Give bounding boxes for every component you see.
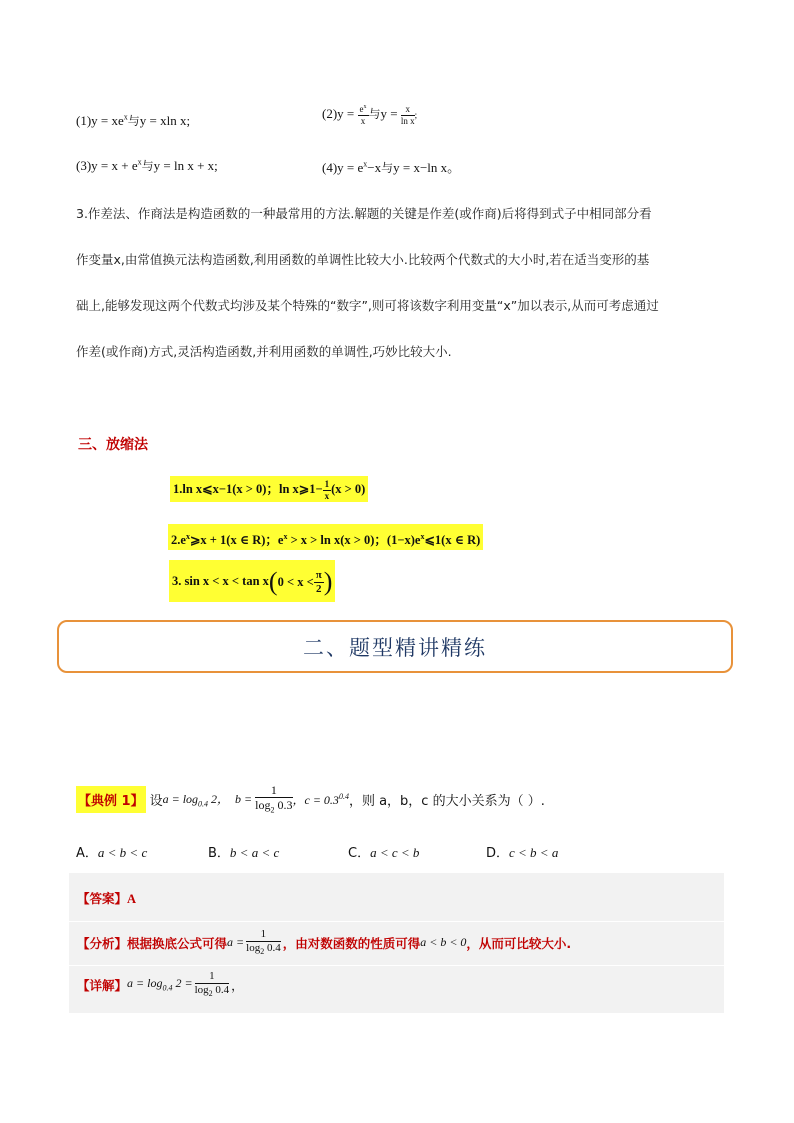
section-banner: 二、题型精讲精练 (57, 620, 733, 673)
option-d: D．c < b < a (486, 845, 559, 861)
para3-line-4: 作差(或作商)方式,灵活构造函数,并利用函数的单调性,巧妙比较大小. (76, 344, 452, 359)
para3-line-2: 作变量x,由常值换元法构造函数,利用函数的单调性比较大小.比较两个代数式的大小时,若在适当变形的基 (76, 252, 650, 267)
example-question: 【典例 1】 设 $a = \log_{0.4} 2$， b = $\frac{1}{\log_2 0.3}$ ，$c = 0.3^{0.4}$ ，则 a，b，c 的大小关系为（ ）. (78, 783, 545, 815)
pair-2: (2)y = $\frac{e^x}{x}$ 与y = $\frac{x}{\text{ln x}}$ ; (322, 103, 418, 126)
answer-panel (69, 873, 724, 1013)
para3-line-1: 3.作差法、作商法是构造函数的一种最常用的方法.解题的关键是作差(或作商)后将得到式子中相同部分看 (76, 206, 652, 221)
divider (69, 965, 724, 966)
pair-3: $(3)y = x + e^x$与y = ln x + x; (76, 157, 218, 173)
fraction: $\frac{e^x}{x}$ (359, 104, 367, 126)
pair-4: $(4)y = e^x-x$与y = x−ln x。 (322, 159, 461, 175)
pair-1: $(1)y = xe^x$与y = xln x; (76, 112, 191, 128)
section-title: 三、放缩法 (78, 437, 148, 453)
divider (69, 921, 724, 922)
option-a: A．a < b < c (76, 845, 148, 861)
answer-line: 【答案】A (77, 891, 137, 906)
option-c: C．a < c < b (348, 845, 420, 861)
detail-line: 【详解】 $a = \log_{0.4} 2$ = $\frac{1}{\log_2 0.4}$ ， (77, 970, 244, 999)
para3-line-3: 础上,能够发现这两个代数式均涉及某个特殊的“数字”,则可将该数字利用变量“x”加以表示,从而可考虑通过 (76, 298, 659, 313)
inequality-3: 3. sin x < x < tan x(0 < x < $\frac{\pi}{2}$ ) (169, 560, 335, 602)
example-tag: 【典例 1】 (76, 786, 146, 813)
b-fraction: $\frac{1}{\log_2 0.3}$ (255, 783, 293, 815)
inequality-1: 1.ln x⩽x−1(x > 0)；ln x⩾1− $\frac{1}{x}$ (x > 0) (170, 476, 368, 502)
inequality-2: $2.e^x⩾x + 1(x$ ∈ R)；$e^x > x > \ln x(x > 0)$；$(1-x)e^x⩽1(x$ ∈ R) (168, 524, 483, 550)
option-b: B．b < a < c (208, 845, 280, 861)
analysis-line: 【分析】 根据换底公式可得 a = $\frac{1}{\log_2 0.4}$ ，由对数函数的性质可得 a < b < 0 ，从而可比较大小. (77, 928, 572, 957)
fraction: $\frac{x}{\text{ln x}}$ (400, 103, 415, 126)
